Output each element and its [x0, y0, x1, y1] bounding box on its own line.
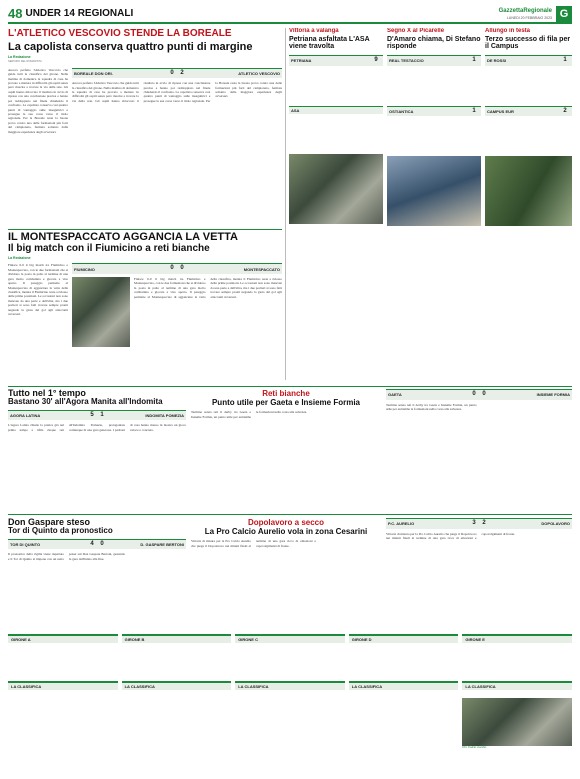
lineup [485, 66, 572, 106]
away-team: INDOMITA POMEZIA [145, 413, 184, 419]
article-kicker: Reti bianche [262, 389, 310, 398]
match-photo [289, 154, 383, 224]
away-team: CAMPUS EUR [487, 108, 514, 114]
article-body: Il pronostico della vigilia viene rispettato e il Tor di Quinto si impone con un netto poker sul Don Gaspare Bertoni, gestendo la gara dall'inizio alla fine. [8, 552, 125, 561]
home-team: FIUMICINO [74, 266, 95, 272]
standings-title: LA CLASSIFICA [8, 681, 118, 690]
match-photo [485, 156, 572, 226]
section-title: UNDER 14 REGIONALI [25, 7, 134, 19]
away-goals: 0 [180, 265, 184, 272]
standings-title: LA CLASSIFICA [235, 681, 345, 690]
section-rule [8, 514, 572, 515]
away-goals: 1 [100, 411, 104, 418]
score-box [8, 539, 186, 550]
away-goals: 0 [100, 540, 104, 547]
group-e [462, 634, 572, 774]
home-goals: 3 [472, 520, 476, 526]
group-title: GIRONE D [349, 634, 459, 643]
article-byline: La Redazione [8, 55, 31, 60]
brand-logo: G [556, 6, 572, 22]
away-team: ASA [291, 107, 300, 113]
issue-date: LUNEDI 20 FEBBRAIO 2023 [506, 15, 552, 20]
results-list [8, 643, 118, 681]
article-headline: La Pro Calcio Aurelio vola in zona Cesarini [204, 527, 368, 536]
home-goals: 0 [472, 391, 476, 397]
away-team: OSTIANTICA [389, 108, 414, 114]
page-number: 48 [8, 5, 23, 21]
standings-title: LA CLASSIFICA [462, 681, 572, 690]
group-title: GIRONE C [235, 634, 345, 643]
standings-area [8, 634, 572, 774]
article-headline: D'Amaro chiama, Di Stefano risponde [387, 35, 481, 50]
home-team: BOREALE DON ORI. [74, 70, 113, 76]
group-title: GIRONE B [122, 634, 232, 643]
article-gaeta [191, 389, 381, 509]
away-goals: 2 [180, 69, 184, 76]
away-goals: 1 [472, 107, 476, 114]
article-montespaccato [8, 232, 282, 382]
section-rule [8, 229, 282, 230]
home-team: TOR DI QUINTO [10, 542, 41, 548]
score-box [485, 55, 572, 66]
article-kicker: Vittoria a valanga [289, 28, 339, 34]
standings-title: LA CLASSIFICA [349, 681, 459, 690]
match-photo [387, 156, 481, 226]
score-box [386, 389, 572, 400]
article-agora [8, 389, 186, 509]
article-headline: Tutto nel 1° tempo [8, 389, 86, 398]
group-b [122, 634, 232, 774]
lineup [387, 66, 481, 106]
away-team: INSIEME FORMIA [536, 392, 570, 398]
home-goals: 0 [170, 265, 174, 272]
article-headline: IL MONTESPACCATO AGGANCIA LA VETTA [8, 232, 238, 243]
column-divider [285, 28, 286, 380]
article-body-cont: Vittoria di misura per la Pro Calcio Aurelio che piega il Dopolavoro nei minuti finali al termine di una gara ricca di emozioni e capovolgimenti di fronte. [386, 531, 515, 540]
masthead [499, 8, 552, 20]
article-testaccio [387, 28, 481, 408]
match-photo [72, 277, 130, 347]
score-box-away [289, 106, 383, 114]
home-goals: 5 [90, 411, 94, 418]
home-team: AGORA LATINA [10, 413, 41, 419]
group-title: GIRONE E [462, 634, 572, 643]
home-team: P.C. AURELIO [388, 521, 415, 527]
score-box [386, 518, 572, 529]
home-team: GAETA [388, 392, 402, 398]
photo-caption: Pro Calcio Aurelio [462, 745, 487, 749]
article-gaeta-scores [386, 389, 572, 509]
group-c [235, 634, 345, 774]
team-photo [462, 698, 572, 746]
score-box [387, 55, 481, 66]
away-goals: 0 [482, 391, 486, 397]
results-list [349, 643, 459, 681]
lineup [289, 66, 383, 106]
group-a [8, 634, 118, 774]
article-kicker: Allungo in testa [485, 28, 530, 34]
article-body: L'Agora Latina chiude la pratica già nel primo tempo e rifila cinque reti all'Indomita Pomezia, protagonista comunque di una gara generosa. I padroni di casa hanno messo in mostra un gioco veloce e concreto. [8, 423, 186, 432]
article-byline-sub: SERVIZIO DEL ROMANISTA [8, 60, 42, 64]
results-list [122, 643, 232, 681]
home-goals: 4 [90, 540, 94, 547]
score-box-away [485, 106, 572, 117]
score-box [72, 263, 282, 274]
standings-title: LA CLASSIFICA [122, 681, 232, 690]
home-team: REAL TESTACCIO [389, 58, 424, 64]
score-box [289, 55, 383, 66]
home-goals: 1 [563, 57, 567, 64]
results-list [235, 643, 345, 681]
article-petriana [289, 28, 383, 408]
article-aurelio [191, 518, 381, 630]
score-box [8, 410, 186, 421]
score-box [72, 68, 282, 79]
away-team: DOPOLAVORO [541, 521, 570, 527]
score-box-away [387, 106, 481, 117]
article-body: Termina senza reti il derby tra Gaeta e Insieme Formia, un punto utile per entrambe le formazioni nella corsa alla salvezza. [191, 410, 308, 419]
away-team: MONTESPACCATO [243, 266, 280, 272]
away-team: ATLETICO VESCOVIO [238, 70, 280, 76]
article-byline: La Redazione [8, 256, 31, 261]
article-headline: Petriana asfaltata L'ASA viene travolta [289, 35, 370, 50]
home-goals: 0 [170, 69, 174, 76]
article-body: Finisce 0-0 il big match tra Fiumicino e Montespaccato, con le due formazioni che si dividono la posta in palio al termine di una gara molto combattuta e giocata a viso aperto. Il pareggio permette al Montespaccato di agganciare la vetta della classifica, mentre il Fiumicino resta a ridosso delle prime posizioni. Le occasioni non sono mancate da una parte e dall'altra, ma i due portieri si sono fatti trovare sempre pronti negando la gioia del gol agli attaccanti avversari. [8, 263, 68, 317]
away-team: D. GASPARE BERTONI [140, 542, 184, 548]
page-header [8, 6, 572, 24]
group-d [349, 634, 459, 774]
article-boreale [8, 28, 282, 226]
article-body-cont: Finisce 0-0 il big match tra Fiumicino e Montespaccato, con le due formazioni che si dividono la posta in palio al termine di una gara molto combattuta e giocata a viso aperto. Il pareggio permette al Montespaccato di agganciare la vetta della classifica, mentre il Fiumicino resta a ridosso delle prime posizioni. Le occasioni non sono mancate da una parte e dall'altra, ma i due portieri si sono fatti trovare sempre pronti negando la gioia del gol agli attaccanti avversari. [134, 276, 282, 299]
away-goals: 2 [482, 520, 486, 526]
article-campus [485, 28, 572, 408]
section-rule [8, 386, 572, 387]
article-body: Ancora perfetto l'Atletico Vescovio che guida tutti la classifica del girone. Nella mattina di domenica la squadra di casa ha provato a mettere in difficoltà gli ospiti senza però riuscire a trovare la via della rete. Gli ospiti hanno sbloccato il risultato in avvio di ripresa con una conclusione precisa e hanno poi raddoppiato nel finale chiudendo il confronto. La capolista conserva così quattro punti di vantaggio sulle inseguitrici e prosegue la sua corsa verso il titolo regionale. Per la Boreale resta la buona prova contro una delle formazioni più forti del campionato, fermata soltanto dalla maggiore esperienza degli avversari. [8, 67, 68, 134]
results-list [462, 643, 572, 681]
group-title: GIRONE A [8, 634, 118, 643]
article-subhead: Bastano 30' all'Agora Manita all'Indomita [8, 397, 163, 407]
home-goals: 9 [374, 57, 378, 64]
article-kicker: Dopolavoro a secco [247, 518, 325, 527]
article-headline: Terzo successo di fila per il Campus [485, 35, 571, 50]
article-headline: La capolista conserva quattro punti di margine [8, 40, 253, 53]
article-aurelio-scores [386, 518, 572, 630]
home-team: PETRIANA [291, 58, 312, 64]
article-body: Vittoria di misura per la Pro Calcio Aurelio che piega il Dopolavoro nei minuti finali al termine di una gara ricca di emozioni e capovolgimenti di fronte. [191, 539, 316, 548]
article-kicker: Segno X al Picarelle [387, 28, 445, 34]
home-team: DE ROSSI [487, 58, 507, 64]
article-subhead: Il big match con il Fiumicino a reti bianche [8, 242, 210, 254]
article-kicker: L'ATLETICO VESCOVIO STENDE LA BOREALE [8, 28, 232, 39]
article-tor-di-quinto [8, 518, 186, 630]
home-goals: 1 [472, 57, 476, 64]
article-subhead: Tor di Quinto da pronostico [8, 526, 113, 536]
brand-name: GazzettaRegionale [498, 8, 552, 15]
article-headline: Punto utile per Gaeta e Insieme Formia [211, 398, 361, 407]
article-body-cont: Termina senza reti il derby tra Gaeta e Insieme Formia, un punto utile per entrambe le formazioni nella corsa alla salvezza. [386, 402, 477, 411]
away-goals: 2 [563, 107, 567, 114]
article-headline: Don Gaspare steso [8, 518, 91, 527]
article-body-cont: Ancora perfetto l'Atletico Vescovio che guida tutti la classifica del girone. Nella mattina di domenica la squadra di casa ha provato a mettere in difficoltà gli ospiti senza però riuscire a trovare la via della rete. Gli ospiti hanno sbloccato il risultato in avvio di ripresa con una conclusione precisa e hanno poi raddoppiato nel finale chiudendo il confronto. La capolista conserva così quattro punti di vantaggio sulle inseguitrici e prosegue la sua corsa verso il titolo regionale. Per la Boreale resta la buona prova contro una delle formazioni più forti del campionato, fermata soltanto dalla maggiore esperienza degli avversari. [72, 81, 282, 103]
